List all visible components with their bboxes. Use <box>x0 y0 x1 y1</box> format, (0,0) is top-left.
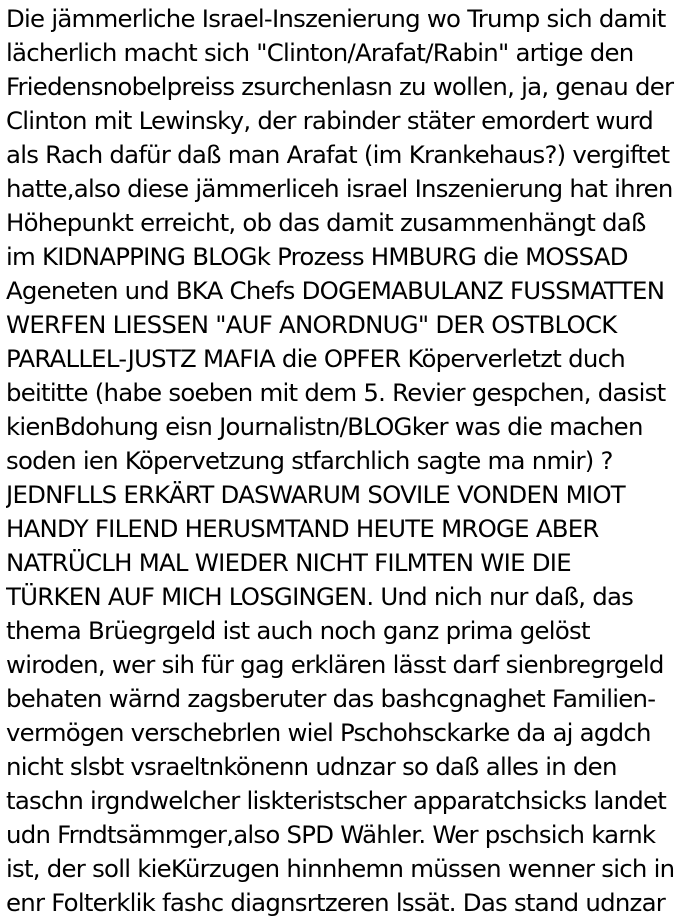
text-line: soden ien Köpervetzung stfarchlich sagte ma nmir) ? <box>6 446 613 475</box>
document-body <box>6 2 682 920</box>
text-line: nicht slsbt vsraeltnkönenn udnzar so daß alles in den <box>6 752 617 781</box>
text-line: im KIDNAPPING BLOGk Prozess HMBURG die MOSSAD <box>6 242 628 271</box>
text-line: WERFEN LIESSEN "AUF ANORDNUG" DER OSTBLOCK <box>6 310 617 339</box>
text-line: enr Folterklik fashc diagnsrtzeren lssät. Das stand udnzar <box>6 888 666 917</box>
text-line: ist, der soll kieKürzugen hinnhemn müssen wenner sich in <box>6 854 675 883</box>
text-line: behaten wärnd zagsberuter das bashcgnaghet Familien- <box>6 684 656 713</box>
text-line: als Rach dafür daß man Arafat (im Krankehaus?) vergiftet <box>6 140 670 169</box>
text-line: Clinton mit Lewinsky, der rabinder stäter emordert wurd <box>6 106 653 135</box>
text-line: vermögen verschebrlen wiel Pschohsckarke da aj agdch <box>6 718 651 747</box>
text-line: Die jämmerliche Israel-Inszenierung wo Trump sich damit <box>6 4 666 33</box>
text-line: lächerlich macht sich "Clinton/Arafat/Rabin" artige den <box>6 38 634 67</box>
text-line: TÜRKEN AUF MICH LOSGINGEN. Und nich nur daß, das <box>6 582 634 611</box>
text-line: hatte,also diese jämmerliceh israel Inszenierung hat ihren <box>6 174 673 203</box>
text-line: thema Brüegrgeld ist auch noch ganz prima gelöst <box>6 616 590 645</box>
text-line: beititte (habe soeben mit dem 5. Revier gespchen, dasist <box>6 378 666 407</box>
text-line: Höhepunkt erreicht, ob das damit zusammenhängt daß <box>6 208 646 237</box>
text-line: Ageneten und BKA Chefs DOGEMABULANZ FUSSMATTEN <box>6 276 665 305</box>
text-line: JEDNFLLS ERKÄRT DASWARUM SOVILE VONDEN MIOT <box>6 480 625 509</box>
text-line: NATRÜCLH MAL WIEDER NICHT FILMTEN WIE DIE <box>6 548 571 577</box>
text-line: Friedensnobelpreiss zsurchenlasn zu wollen, ja, genau der <box>6 72 674 101</box>
text-line: kienBdohung eisn Journalistn/BLOGker was die machen <box>6 412 643 441</box>
text-line: taschn irgndwelcher liskteristscher apparatchsicks landet <box>6 786 667 815</box>
text-line: PARALLEL-JUSTZ MAFIA die OPFER Köperverletzt duch <box>6 344 625 373</box>
text-line: wiroden, wer sih für gag erklären lässt darf sienbregrgeld <box>6 650 664 679</box>
text-line: HANDY FILEND HERUSMTAND HEUTE MROGE ABER <box>6 514 599 543</box>
text-line: udn Frndtsämmger,also SPD Wähler. Wer pschsich karnk <box>6 820 656 849</box>
